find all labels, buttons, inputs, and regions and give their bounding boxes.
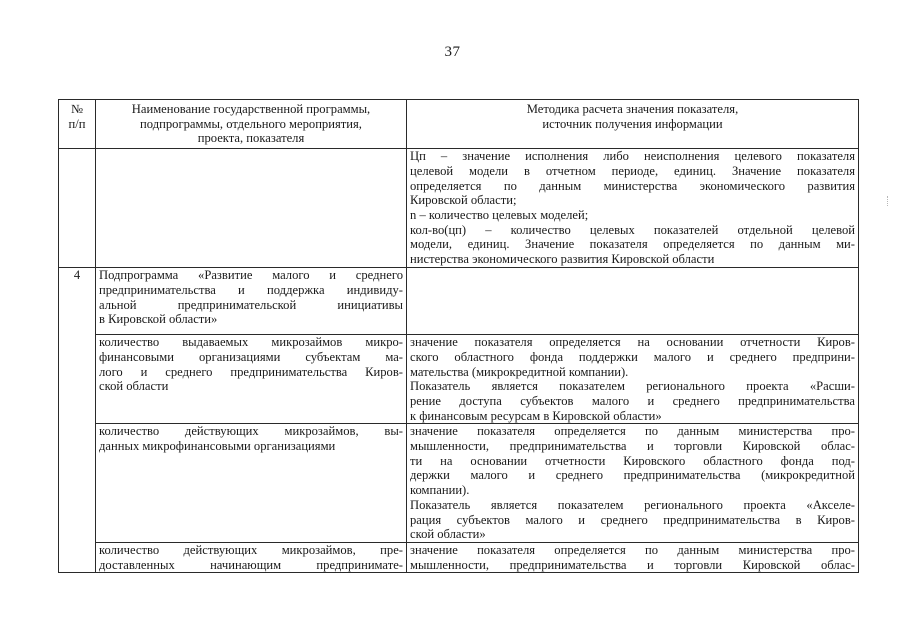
name-line: предпринимательства и поддержка индивиду- [99, 282, 403, 297]
method-line: кол-во(цп) – количество целевых показателей отдельной целевой [410, 222, 855, 237]
header-method [407, 100, 859, 149]
name-line: доставленных начинающим предпринимате- [99, 557, 403, 572]
method-line: мышленности, предпринимательства и торговли Кировской облас- [410, 439, 855, 454]
header-num-line: п/п [68, 116, 86, 131]
method-line: ского областного фонда поддержки малого и среднего предприни- [410, 349, 855, 364]
method-line: Кировской области; [410, 193, 517, 208]
method-line: Показатель является показателем регионального проекта «Акселе- [410, 497, 855, 512]
method-line: к финансовым ресурсам в Кировской области» [410, 408, 662, 423]
method-line: рение доступа субъектов малого и среднего предпринимательства [410, 393, 855, 408]
table-row [59, 268, 859, 335]
header-name-line: подпрограммы, отдельного мероприятия, [140, 116, 362, 131]
name-line: ской области [99, 379, 169, 394]
row-num-cell: 4 [59, 268, 96, 573]
method-line: значение показателя определяется по данным министерства про- [410, 424, 855, 439]
name-line: количество выдаваемых микрозаймов микро- [99, 335, 403, 350]
method-line: ти на основании отчетности Кировского областного фонда под- [410, 453, 855, 468]
method-line: ской области» [410, 527, 486, 542]
name-line: Подпрограмма «Развитие малого и среднего [99, 268, 403, 283]
header-num-line: № [70, 102, 84, 116]
method-line: n – количество целевых моделей; [410, 207, 589, 222]
table-row [59, 149, 859, 268]
method-line: рация субъектов малого и среднего предпринимательства в Киров- [410, 512, 855, 527]
row-name-cell [96, 542, 407, 572]
method-line: держки малого и среднего предпринимательства (микрокредитной [410, 468, 855, 483]
header-num [59, 100, 96, 149]
method-line: целевой модели в отчетном периоде, единиц. Значение показателя [410, 163, 855, 178]
row-method-cell [407, 542, 859, 572]
method-line: мательства (микрокредитной компании). [410, 364, 629, 379]
method-line: Показатель является показателем регионального проекта «Расши- [410, 379, 855, 394]
table-row [59, 542, 859, 572]
row-name-cell [96, 335, 407, 424]
scan-artifact [887, 196, 891, 206]
page-number: 37 [444, 44, 461, 60]
header-name [96, 100, 407, 149]
row-num-cell [59, 149, 96, 268]
name-line: лого и среднего предпринимательства Киров- [99, 364, 403, 379]
header-method-line: источник получения информации [542, 116, 723, 131]
name-line: количество действующих микрозаймов, пре- [99, 542, 403, 557]
row-method-cell [407, 335, 859, 424]
table-row [59, 424, 859, 543]
method-line: компании). [410, 483, 470, 498]
row-name-cell [96, 424, 407, 543]
row-method-cell [407, 149, 859, 268]
name-line: данных микрофинансовыми организациями [99, 439, 336, 454]
row-method-cell [407, 268, 859, 335]
method-line: определяется по данным министерства экономического развития [410, 178, 855, 193]
method-line: мышленности, предпринимательства и торговли Кировской облас- [410, 557, 855, 572]
method-line: значение показателя определяется на основании отчетности Киров- [410, 335, 855, 350]
name-line: в Кировской области» [99, 312, 218, 327]
header-method-line: Методика расчета значения показателя, [526, 102, 739, 116]
row-name-cell [96, 149, 407, 268]
header-name-line: проекта, показателя [197, 131, 305, 146]
method-line: нистерства экономического развития Кировской области [410, 252, 715, 267]
name-line: количество действующих микрозаймов, вы- [99, 424, 403, 439]
method-line: значение показателя определяется по данным министерства про- [410, 542, 855, 557]
table-header-row [59, 100, 859, 149]
method-line: Цп – значение исполнения либо неисполнения целевого показателя [410, 149, 855, 164]
row-name-cell [96, 268, 407, 335]
name-line: альной предпринимательской инициативы [99, 297, 403, 312]
table-row [59, 335, 859, 424]
row-method-cell [407, 424, 859, 543]
indicator-table [58, 99, 859, 573]
header-name-line: Наименование государственной программы, [131, 102, 371, 116]
name-line: финансовыми организациями субъектам ма- [99, 349, 403, 364]
method-line: модели, единиц. Значение показателя определяется по данным ми- [410, 237, 855, 252]
